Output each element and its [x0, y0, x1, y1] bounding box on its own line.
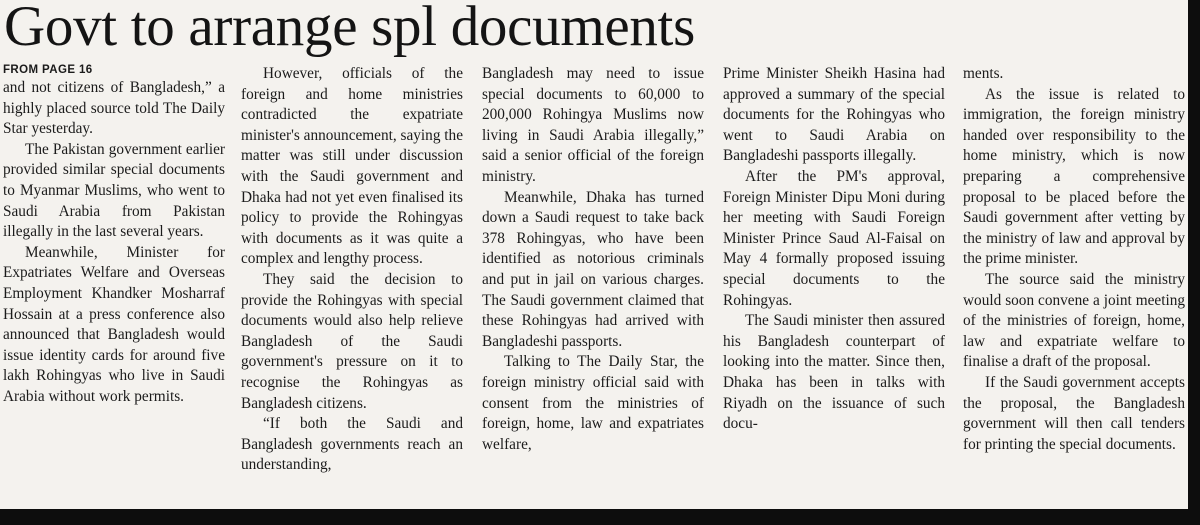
paragraph: Talking to The Daily Star, the foreign ministry official said with consent from the ministries of foreign, home, law and expatriates welfare,: [482, 353, 704, 453]
bottom-border: [0, 509, 1200, 525]
paragraph: After the PM's approval, Foreign Minister Dipu Moni during her meeting with Saudi Foreign Minister Prince Saud Al-Faisal on May 4 formally proposed issuing special documents to the Rohingyas.: [723, 167, 945, 309]
paragraph: Meanwhile, Dhaka has turned down a Saudi request to take back 378 Rohingyas, who have been identified as notorious criminals and put in jail on various charges. The Saudi government claimed that these Rohingyas had arrived with Bangladeshi passports.: [482, 188, 704, 350]
paragraph: “If both the Saudi and Bangladesh governments reach an understanding,: [241, 415, 463, 474]
paragraph: As the issue is related to immigration, the foreign ministry handed over responsibility to the home ministry, which is now preparing a comprehensive proposal to be placed before the Saudi government after vetting by the ministry of law and approval by the prime minister.: [963, 85, 1185, 268]
article-column-4: [723, 64, 945, 509]
paragraph: The source said the ministry would soon convene a joint meeting of the ministries of foreign, home, law and expatriate welfare to finalise a draft of the proposal.: [963, 270, 1185, 371]
paragraph: If the Saudi government accepts the proposal, the Bangladesh government will then call tenders for printing the special documents.: [963, 373, 1185, 453]
paragraph: However, officials of the foreign and home ministries contradicted the expatriate minister's announcement, saying the matter was still under discussion with the Saudi government and Dhaka had not yet even finalised its policy to provide the Rohingyas with documents as it was quite a complex and lengthy process.: [241, 65, 463, 268]
paragraph: and not citizens of Bangladesh,” a highly placed source told The Daily Star yesterday.: [3, 79, 225, 138]
paragraph: They said the decision to provide the Rohingyas with special documents would also help relieve Bangladesh of the Saudi government's pressure on it to recognise the Rohingyas as Bangladesh citizens.: [241, 270, 463, 412]
headline: Govt to arrange spl documents: [4, 0, 695, 58]
article-column-5: [963, 64, 1185, 509]
paragraph: ments.: [963, 65, 1004, 82]
paragraph: The Saudi minister then assured his Bangladesh counterpart of looking into the matter. Since then, Dhaka has been in talks with Riyadh on the issuance of such docu-: [723, 312, 945, 433]
paragraph: Prime Minister Sheikh Hasina had approved a summary of the special documents for the Rohingyas who went to Saudi Arabia on Bangladeshi passports illegally.: [723, 65, 945, 165]
paragraph: Meanwhile, Minister for Expatriates Welfare and Overseas Employment Khandker Mosharraf Hossain at a press conference also announced that Bangladesh would issue identity cards for around five lakh Rohingyas who live in Saudi Arabia without work permits.: [3, 243, 225, 405]
right-border: [1188, 0, 1200, 525]
continued-from-label: FROM PAGE 16: [3, 64, 93, 76]
article-column-1: [3, 64, 225, 509]
article-column-2: [241, 64, 463, 509]
paragraph: Bangladesh may need to issue special documents to 60,000 to 200,000 Rohingya Muslims now living in Saudi Arabia illegally,” said a senior official of the foreign ministry.: [482, 65, 704, 185]
paragraph: The Pakistan government earlier provided similar special documents to Myanmar Muslims, who went to Saudi Arabia from Pakistan illegally in the last several years.: [3, 140, 225, 241]
article-body: [0, 64, 1200, 509]
article-column-3: [482, 64, 704, 509]
